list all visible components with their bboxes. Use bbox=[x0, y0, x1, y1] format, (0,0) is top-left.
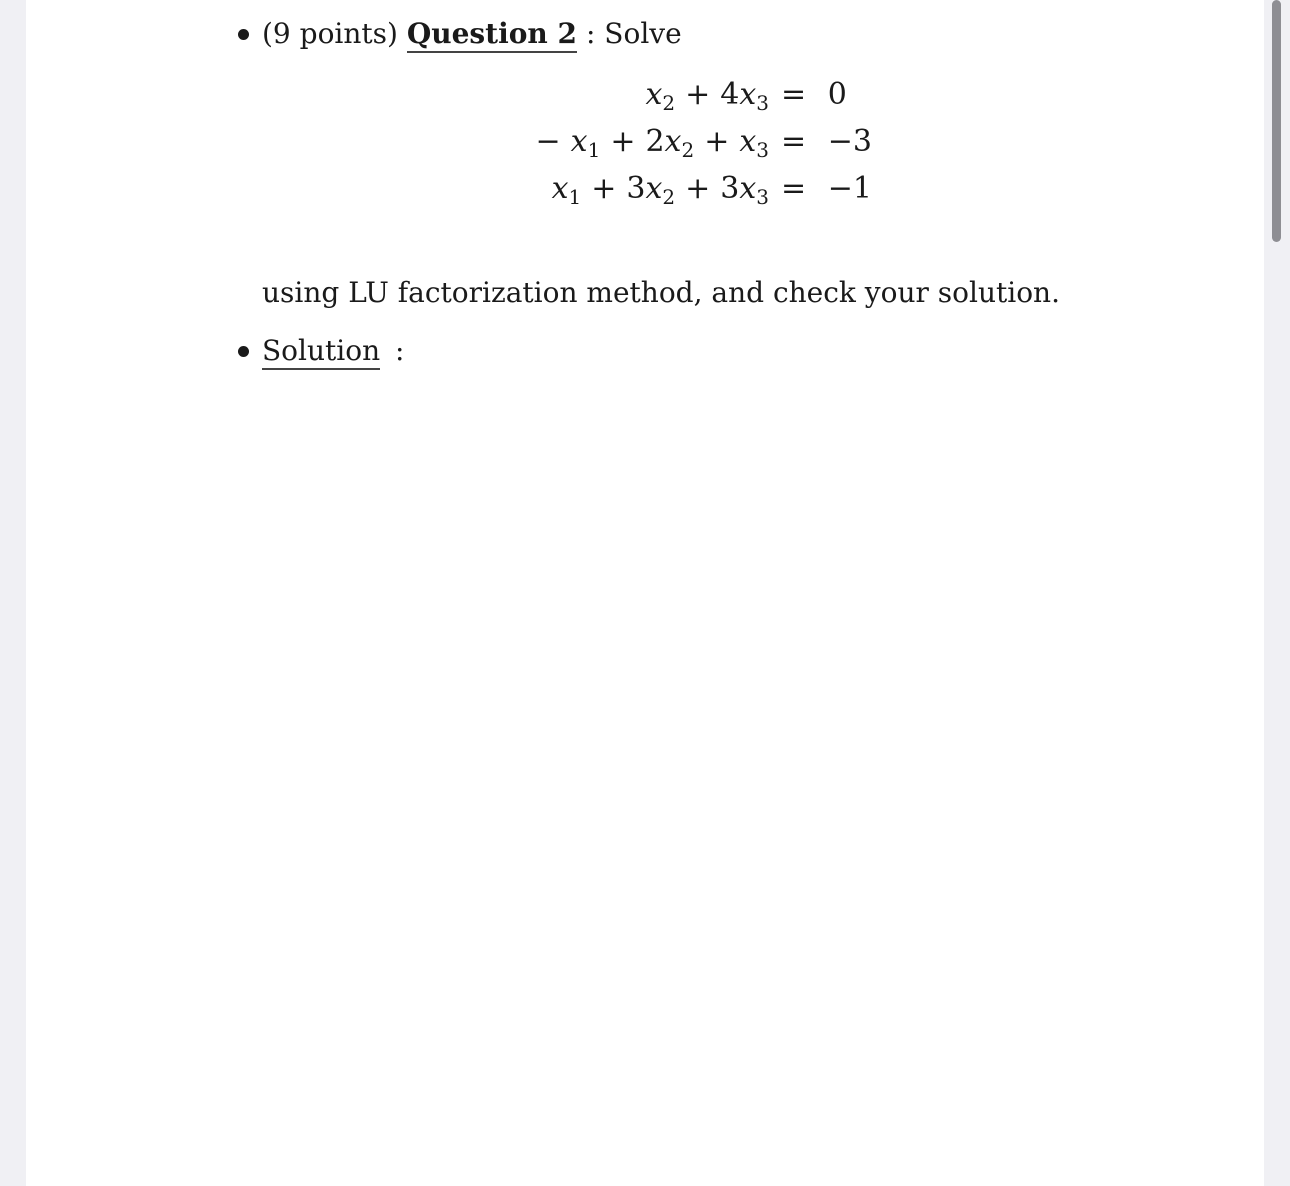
variable-letter: x bbox=[551, 171, 569, 206]
equation-lhs-box bbox=[526, 124, 769, 160]
equation-row bbox=[26, 77, 1264, 113]
scrollbar-track[interactable] bbox=[1264, 0, 1290, 1186]
variable-subscript: 3 bbox=[756, 91, 769, 115]
question-instruction: Solve bbox=[604, 17, 682, 50]
equation-system bbox=[26, 0, 1264, 240]
variable-subscript: 2 bbox=[681, 138, 695, 162]
solution-heading: Solution bbox=[262, 334, 380, 370]
operator: − bbox=[535, 124, 561, 159]
equation-lhs bbox=[552, 171, 769, 215]
variable-letter: x bbox=[645, 77, 663, 112]
variable-subscript: 2 bbox=[662, 91, 676, 115]
coefficient: 3 bbox=[720, 171, 740, 206]
operator: + bbox=[610, 124, 636, 159]
variable bbox=[664, 124, 695, 162]
variable bbox=[739, 124, 769, 162]
variable-letter: x bbox=[739, 124, 757, 159]
solution-colon: : bbox=[395, 334, 405, 367]
variable-subscript: 3 bbox=[756, 185, 769, 209]
equation-row bbox=[26, 124, 1264, 160]
variable bbox=[551, 171, 582, 209]
equation-rhs-value: −3 bbox=[827, 124, 872, 159]
variable-subscript: 1 bbox=[587, 138, 601, 162]
variable bbox=[570, 124, 601, 162]
coefficient: 2 bbox=[645, 124, 665, 159]
variable bbox=[739, 171, 769, 209]
operator: + bbox=[685, 171, 711, 206]
variable-letter: x bbox=[570, 124, 588, 159]
variable-subscript: 2 bbox=[662, 185, 676, 209]
equals-sign: = bbox=[781, 124, 807, 159]
operator: + bbox=[704, 124, 730, 159]
coefficient: 3 bbox=[626, 171, 646, 206]
equation-rhs-box bbox=[781, 124, 921, 160]
variable-letter: x bbox=[664, 124, 682, 159]
question-points: (9 points) bbox=[262, 17, 398, 50]
equation-rhs-value: −1 bbox=[827, 171, 872, 206]
operator: + bbox=[685, 77, 711, 112]
equals-sign: = bbox=[781, 171, 807, 206]
variable-letter: x bbox=[739, 171, 757, 206]
variable bbox=[645, 77, 676, 115]
variable-subscript: 3 bbox=[756, 138, 769, 162]
solution-bullet bbox=[238, 346, 249, 357]
equation-lhs bbox=[526, 124, 769, 168]
document-page bbox=[26, 0, 1264, 1186]
equation-lhs-box bbox=[526, 171, 769, 207]
variable-letter: x bbox=[645, 171, 663, 206]
equation-lhs bbox=[645, 77, 769, 121]
equation-lhs-box bbox=[526, 77, 769, 113]
variable-letter: x bbox=[739, 77, 757, 112]
coefficient: 4 bbox=[720, 77, 740, 112]
variable-subscript: 1 bbox=[568, 185, 582, 209]
question-heading: Question 2 bbox=[407, 17, 577, 53]
equation-rhs-box bbox=[781, 77, 921, 113]
operator: + bbox=[591, 171, 617, 206]
equation-rhs-value: 0 bbox=[827, 77, 847, 112]
equation-row bbox=[26, 171, 1264, 207]
variable bbox=[645, 171, 676, 209]
equals-sign: = bbox=[781, 77, 807, 112]
method-text: using LU factorization method, and check your solution. bbox=[262, 276, 1060, 309]
question-colon: : bbox=[585, 17, 596, 50]
equation-rhs-box bbox=[781, 171, 921, 207]
variable bbox=[739, 77, 769, 115]
solution-line bbox=[262, 334, 404, 368]
scrollbar-thumb[interactable] bbox=[1272, 0, 1281, 242]
